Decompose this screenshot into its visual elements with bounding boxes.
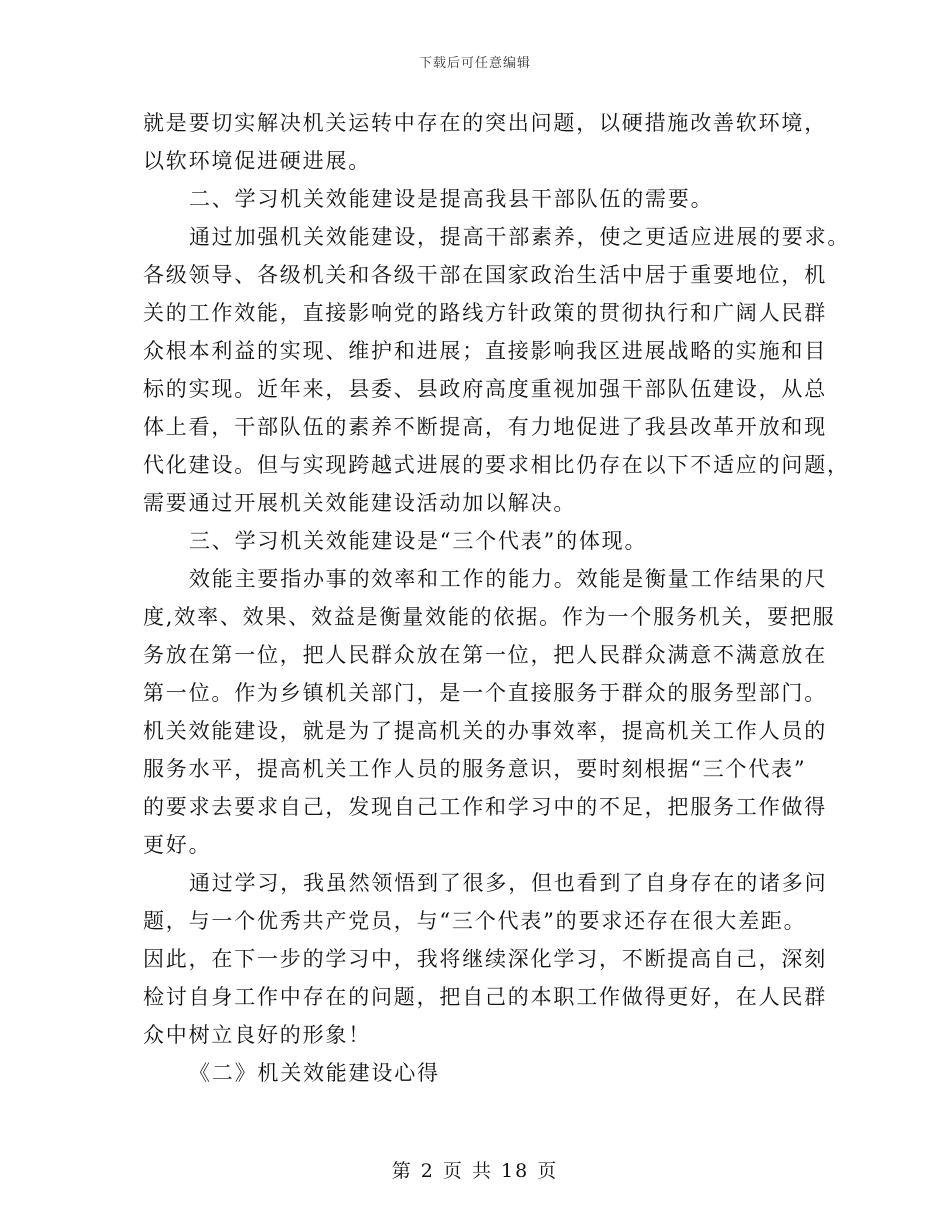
text-line: 效能主要指办事的效率和工作的能力。效能是衡量工作结果的尺: [189, 567, 828, 591]
paragraph: [143, 560, 836, 864]
text-line: 第一位。作为乡镇机关部门，是一个直接服务于群众的服务型部门。: [143, 681, 827, 705]
page-number: 第 2 页 共 18 页: [391, 1160, 559, 1182]
text-line: 就是要切实解决机关运转中存在的突出问题，以硬措施改善软环境，: [143, 111, 827, 135]
document-body: [143, 104, 851, 1092]
text-line: 众中树立良好的形象！: [143, 1023, 371, 1047]
text-line: 机关效能建设，就是为了提高机关的办事效率，提高机关工作人员的: [143, 719, 827, 743]
text-line: 通过学习，我虽然领悟到了很多，但也看到了自身存在的诸多问: [189, 871, 828, 895]
text-line: 需要通过开展机关效能建设活动加以解决。: [143, 491, 577, 515]
text-line: 的要求去要求自己，发现自己工作和学习中的不足，把服务工作做得: [143, 795, 827, 819]
text-line: 代化建设。但与实现跨越式进展的要求相比仍存在以下不适应的问题，: [143, 453, 850, 477]
page-header: 下载后可任意编辑: [418, 56, 531, 71]
text-line: 更好。: [143, 833, 212, 857]
text-line: 度,效率、效果、效益是衡量效能的依据。作为一个服务机关，要把服: [143, 605, 836, 629]
paragraph: [143, 218, 851, 522]
paragraph: [143, 864, 828, 1054]
text-line: 务放在第一位，把人民群众放在第一位，把人民群众满意不满意放在: [143, 643, 827, 667]
text-line: 通过加强机关效能建设，提高干部素养，使之更适应进展的要求。: [189, 225, 851, 249]
text-line: 因此，在下一步的学习中，我将继续深化学习，不断提高自己，深刻: [143, 947, 827, 971]
text-line: 众根本利益的实现、维护和进展；直接影响我区进展战略的实施和目: [143, 339, 827, 363]
section-heading: [143, 180, 807, 218]
sub-title: [143, 1054, 807, 1092]
text-line: 关的工作效能，直接影响党的路线方针政策的贯彻执行和广阔人民群: [143, 301, 827, 325]
text-line: 标的实现。近年来，县委、县政府高度重视加强干部队伍建设，从总: [143, 377, 827, 401]
text-line: 检讨自身工作中存在的问题，把自己的本职工作做得更好，在人民群: [143, 985, 827, 1009]
text-line: 《二》机关效能建设心得: [189, 1061, 440, 1085]
text-line: 以软环境促进硬进展。: [143, 149, 371, 173]
paragraph: [143, 104, 827, 180]
text-line: 三、学习机关效能建设是“三个代表”的体现。: [189, 529, 648, 553]
text-line: 题，与一个优秀共产党员，与“三个代表”的要求还存在很大差距。: [143, 909, 807, 933]
text-line: 二、学习机关效能建设是提高我县干部队伍的需要。: [189, 187, 714, 211]
text-line: 体上看，干部队伍的素养不断提高，有力地促进了我县改革开放和现: [143, 415, 827, 439]
text-line: 各级领导、各级机关和各级干部在国家政治生活中居于重要地位，机: [143, 263, 827, 287]
text-line: 服务水平，提高机关工作人员的服务意识，要时刻根据“三个代表”: [143, 757, 807, 781]
section-heading: [143, 522, 807, 560]
